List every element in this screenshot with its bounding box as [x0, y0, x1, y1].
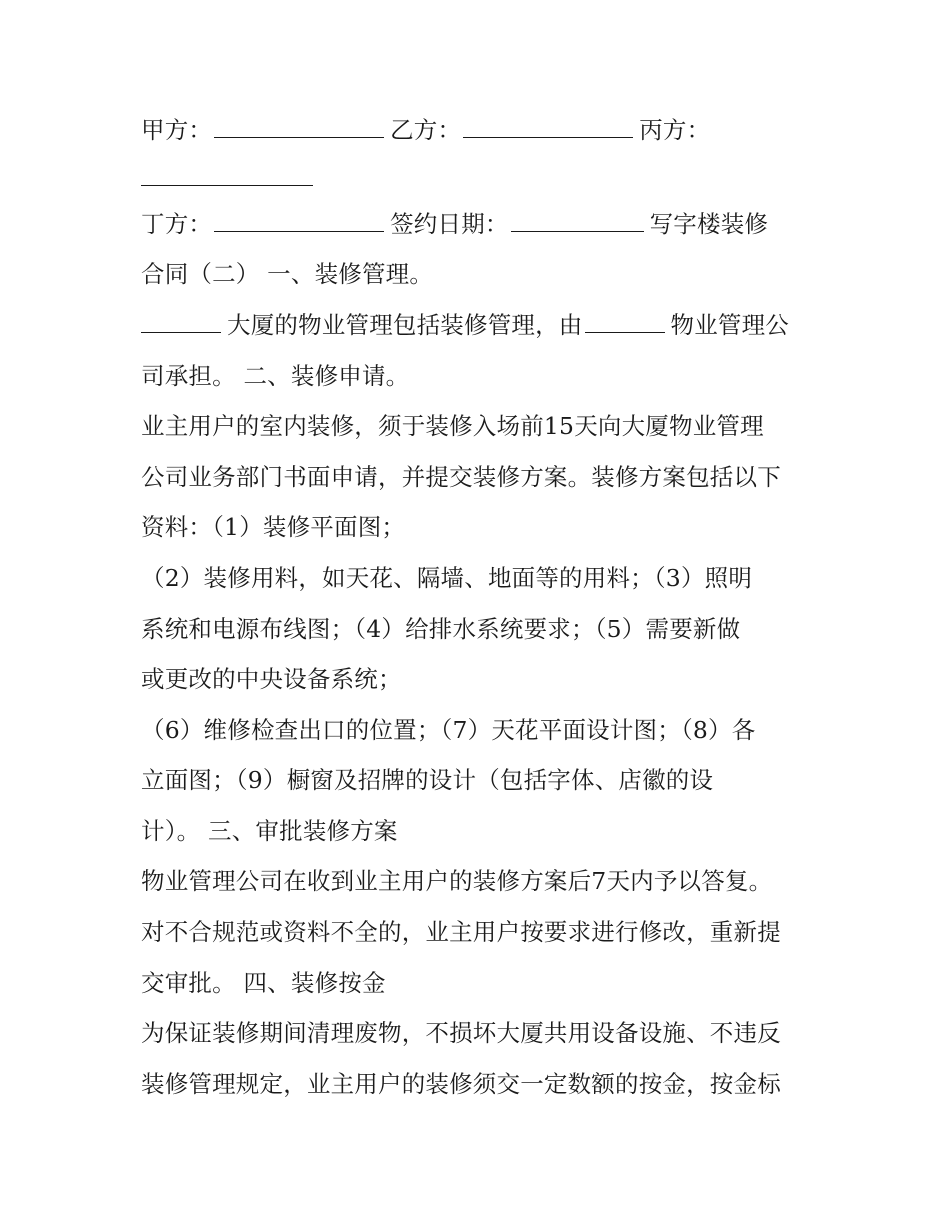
parties-line-1: [141, 110, 710, 150]
paragraph-line: 司承担。 二、装修申请。: [141, 362, 410, 390]
paragraph-line: （6）维修检查出口的位置；（7）天花平面设计图；（8）各: [141, 716, 756, 744]
party-b-label: 乙方：: [390, 116, 462, 144]
paragraph-line: 物业管理公司在收到业主用户的装修方案后7天内予以答复。: [141, 867, 773, 895]
paragraph-line: 公司业务部门书面申请，并提交装修方案。装修方案包括以下: [141, 463, 781, 491]
party-c-label: 丙方：: [639, 116, 711, 144]
section-1-text-a: 大厦的物业管理包括装修管理，由: [227, 311, 583, 339]
party-a-label: 甲方：: [141, 116, 213, 144]
paragraph-line: 对不合规范或资料不全的，业主用户按要求进行修改，重新提: [141, 918, 781, 946]
party-d-blank[interactable]: [214, 205, 384, 232]
paragraph-line: 资料：（1）装修平面图；: [141, 513, 406, 541]
parties-line-2: [141, 204, 768, 244]
paragraph-line: 或更改的中央设备系统；: [141, 665, 402, 693]
party-b-blank[interactable]: [463, 111, 633, 138]
sign-date-label: 签约日期：: [390, 210, 509, 238]
paragraph-line: 计）。 三、审批装修方案: [141, 817, 398, 845]
section-1-body: [141, 305, 789, 345]
paragraph-line: 系统和电源布线图；（4）给排水系统要求；（5）需要新做: [141, 615, 741, 643]
paragraph-line: 装修管理规定，业主用户的装修须交一定数额的按金，按金标: [141, 1070, 781, 1098]
section-1-text-b: 物业管理公: [670, 311, 789, 339]
party-c-blank-line: [141, 158, 319, 198]
property-company-blank[interactable]: [585, 306, 665, 333]
paragraph-line: 业主用户的室内装修，须于装修入场前15天向大厦物业管理: [141, 412, 764, 440]
building-name-blank[interactable]: [141, 306, 221, 333]
sign-date-blank[interactable]: [511, 205, 644, 232]
paragraph-line: （2）装修用料，如天花、隔墙、地面等的用料；（3）照明: [141, 564, 753, 592]
paragraph-line: 为保证装修期间清理废物，不损坏大厦共用设备设施、不违反: [141, 1019, 781, 1047]
section-1-heading: 合同（二） 一、装修管理。: [141, 260, 434, 288]
party-c-blank[interactable]: [141, 159, 313, 186]
party-a-blank[interactable]: [214, 111, 384, 138]
party-d-label: 丁方：: [141, 210, 213, 238]
paragraph-line: 立面图；（9）橱窗及招牌的设计（包括字体、店徽的设: [141, 766, 714, 794]
paragraph-line: 交审批。 四、装修按金: [141, 969, 386, 997]
title-tail: 写字楼装修: [649, 210, 769, 238]
